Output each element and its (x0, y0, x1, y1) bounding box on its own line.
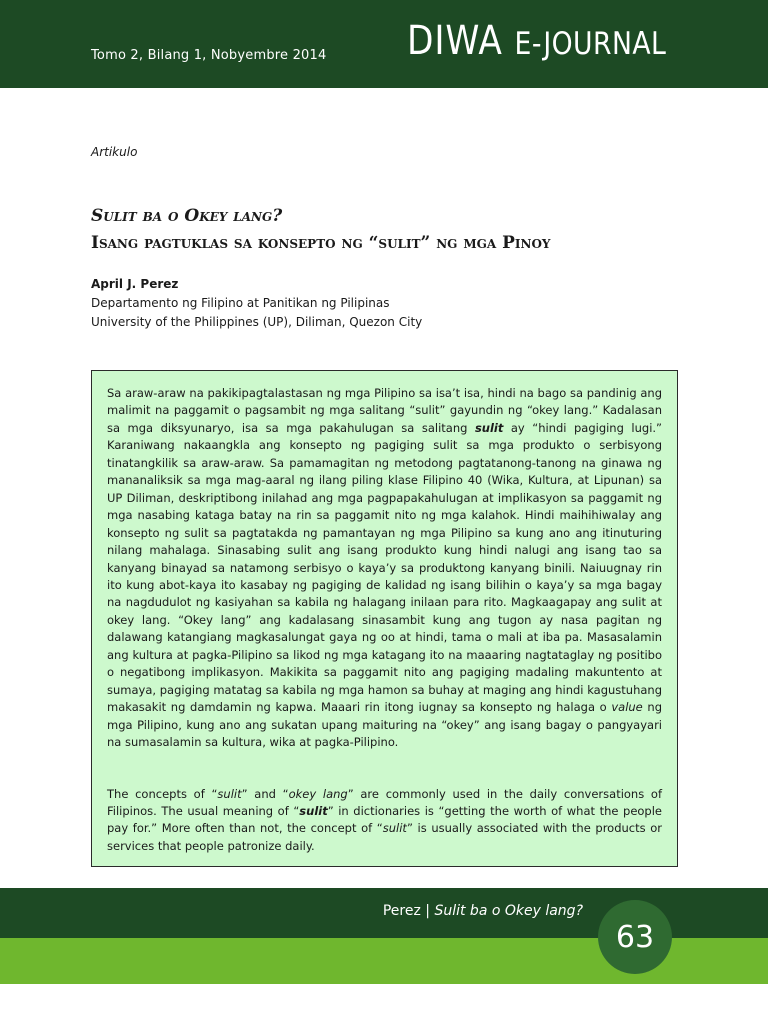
footer-running-title: Sulit ba o Okey lang? (434, 903, 583, 919)
abstract-en-term-1: sulit (217, 786, 242, 801)
footer-separator: | (425, 903, 430, 919)
abstract-en-text-5: ” is usually associated with the products or services that people patronize daily. (107, 821, 662, 853)
article-title-line2: Isang pagtuklas sa konsepto ng “sulit” ng mga Pinoy (91, 233, 551, 253)
journal-title-main: DIWA (407, 18, 503, 64)
footer-author: Perez (382, 903, 421, 919)
author-name: April J. Perez (91, 277, 179, 291)
abstract-english (107, 786, 662, 856)
abstract-en-term-3: sulit (299, 803, 328, 818)
journal-title (407, 18, 666, 64)
abstract-en-text-3: ” are commonly used in the daily conversations of Filipinos. The usual meaning of “ (107, 786, 663, 818)
abstract-en-term-4: sulit (382, 821, 407, 836)
journal-header (0, 0, 768, 88)
abstract-filipino (107, 385, 662, 752)
abstract-fil-term-sulit: sulit (474, 420, 504, 435)
section-label: Artikulo (91, 145, 138, 159)
running-footer (383, 903, 583, 919)
abstract-en-text-2: ” and “ (241, 786, 289, 801)
abstract-fil-text-3: ng mga Pilipino, kung ano ang sukatan upang maituring na “okey” ang isang bagay o pangyayari na sumasalamin sa kultura, wika at pagka-Pilipino. (107, 700, 662, 750)
abstract-en-text-4: ” in dictionaries is “getting the worth of what the people pay for.” More often than not, the concept of “ (107, 803, 662, 836)
journal-title-sub: E-JOURNAL (514, 26, 667, 62)
author-university: University of the Philippines (UP), Diliman, Quezon City (91, 315, 423, 329)
abstract-en-text-1: The concepts of “ (107, 786, 218, 801)
article-title-line1: Sulit ba o Okey lang? (91, 206, 283, 226)
abstract-fil-text-1: Sa araw-araw na pakikipagtalastasan ng mga Pilipino sa isa’t isa, hindi na bago sa pandinig ang malimit na paggamit o pagsambit ng mga salitang “sulit” gayundin ng “okey lang.” Kadalasan sa mga diksyunaryo, isa sa mga pakahulugan sa salitang (107, 386, 662, 435)
abstract-box (91, 370, 678, 867)
author-department: Departamento ng Filipino at Panitikan ng Pilipinas (91, 296, 390, 310)
article-title (91, 203, 551, 257)
page-number: 63 (598, 900, 672, 974)
abstract-en-term-2: okey lang (288, 786, 348, 801)
abstract-fil-term-value: value (611, 700, 643, 715)
issue-info: Tomo 2, Bilang 1, Nobyembre 2014 (91, 48, 327, 63)
abstract-fil-text-2: ay “hindi pagiging lugi.” Karaniwang nakaangkla ang konsepto ng pagiging sulit sa mga produkto o serbisyong tinatangkilik sa araw-araw. Sa pamamagitan ng metodong pagtatanong-tanong na ginawa ng mananaliksik sa mga mag-aaral ng ilang piling klase Filipino 40 (Wika, Kultura, at Lipunan) sa UP Diliman, deskriptibong inilahad ang mga pagpapakahulugan at implikasyon sa paggamit ng mga nasabing kataga batay na rin sa paggamit nito ng mga kalahok. Hindi maihihiwalay ang konsepto ng sulit sa pagtatakda ng pamantayan ng mga Pilipino sa kung ano ang itinuturing nilang mahalaga. Sinasabing sulit ang isang produkto kung hindi nalugi ang isang tao sa kanyang binayad sa natamong serbisyo o kaya’y sa produktong kanyang binili. Naiuugnay rin ito kung abot-kaya ito kasabay ng pagiging de kalidad ng isang bilihin o kaya’y sa mga bagay na nagdudulot ng kasiyahan sa kabila ng halagang inilaan para rito. Magkaagapay ang sulit at okey lang. “Okey lang” ang kadalasang sinasambit kung ang tugon ay nasa pagitan ng dalawang katangiang magkasalungat gaya ng oo at hindi, tama o mali at iba pa. Masasalamin ang kultura at pagka-Pilipino sa likod ng mga katagang ito na maaaring nagtataglay ng positibo o negatibong implikasyon. Makikita sa paggamit nito ang pagiging madaling makuntento at sumaya, pagiging matatag sa kabila ng mga hamon sa buhay at maging ang hindi kagustuhang makasakit ng damdamin ng kapwa. Maaari rin itong iugnay sa konsepto ng halaga o (107, 420, 663, 715)
author-block (91, 275, 422, 332)
